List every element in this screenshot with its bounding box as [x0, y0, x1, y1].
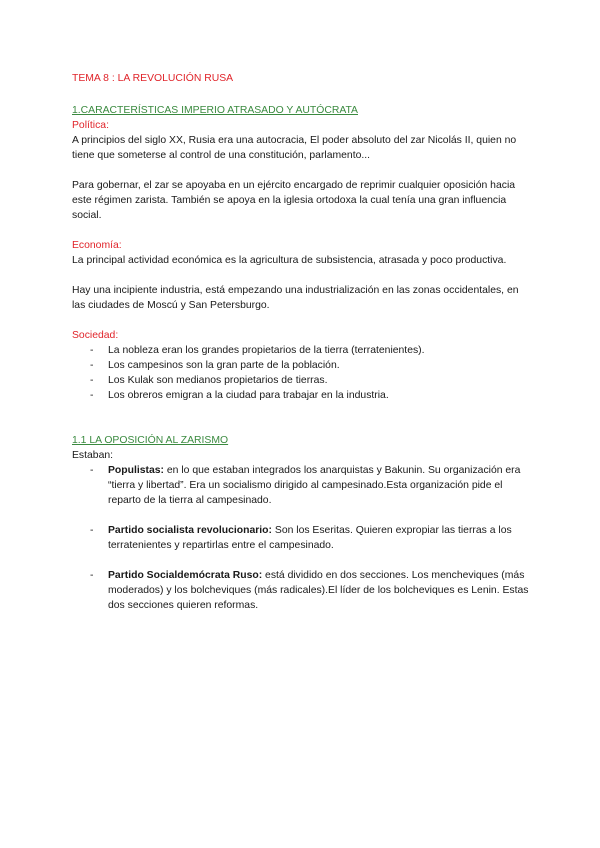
paragraph-politica-2: Para gobernar, el zar se apoyaba en un ejército encargado de reprimir cualquier oposición hacia este régimen zarista. También se apoya en la iglesia ortodoxa la cual tenía una gran influencia social. — [72, 180, 516, 221]
bullet-dash: - — [90, 570, 94, 581]
paragraph-economia-1: La principal actividad económica es la agricultura de subsistencia, atrasada y poco productiva. — [72, 255, 507, 266]
document-title: TEMA 8 : LA REVOLUCIÓN RUSA — [72, 73, 234, 84]
list-item: - Los obreros emigran a la ciudad para trabajar en la industria. — [90, 390, 389, 401]
document-content — [72, 71, 532, 628]
list-item: - La nobleza eran los grandes propietarios de la tierra (terratenientes). — [90, 345, 425, 356]
sociedad-list — [72, 343, 532, 403]
bullet-dash: - — [90, 375, 94, 386]
list-item: - Los Kulak son medianos propietarios de tierras. — [90, 375, 328, 386]
list-item: - Populistas: en lo que estaban integrados los anarquistas y Bakunin. Su organización era “tierra y libertad”. Era un socialismo dirigido al campesinado.Esta organización pide el reparto de la tierra al campesinado. — [90, 465, 521, 506]
section-heading-oposicion: 1.1 LA OPOSICIÓN AL ZARISMO — [72, 435, 229, 446]
bullet-dash: - — [90, 525, 94, 536]
term-populistas: Populistas: — [108, 465, 165, 476]
list-item: - Partido socialista revolucionario: Son los Eseritas. Quieren expropiar las tierras a los terratenientes y repartirlas entre el campesinado. — [90, 525, 512, 551]
bullet-dash: - — [90, 345, 94, 356]
oposicion-list — [72, 463, 532, 613]
paragraph-politica-1: A principios del siglo XX, Rusia era una autocracia, El poder absoluto del zar Nicolás II, quien no tiene que someterse al control de una constitución, parlamento... — [72, 135, 517, 161]
bullet-dash: - — [90, 360, 94, 371]
list-item: - Los campesinos son la gran parte de la población. — [90, 360, 340, 371]
section-heading-caracteristicas: 1.CARACTERÍSTICAS IMPERIO ATRASADO Y AUTÓCRATA — [72, 105, 358, 116]
subheading-politica: Política: — [72, 120, 109, 131]
term-partido-socialista-revolucionario: Partido socialista revolucionario: — [108, 525, 272, 536]
subheading-sociedad: Sociedad: — [72, 330, 119, 341]
subheading-economia: Economía: — [72, 240, 122, 251]
oposicion-intro: Estaban: — [72, 450, 114, 461]
list-item: - Partido Socialdemócrata Ruso: está dividido en dos secciones. Los mencheviques (más moderados) y los bolcheviques (más radicales).El líder de los bolcheviques es Lenin. Estas dos secciones quieren reformas. — [90, 570, 529, 611]
term-partido-socialdemocrata-ruso: Partido Socialdemócrata Ruso: — [108, 570, 263, 581]
paragraph-economia-2: Hay una incipiente industria, está empezando una industrialización en las zonas occidentales, en las ciudades de Moscú y San Petersburgo. — [72, 285, 519, 311]
bullet-dash: - — [90, 390, 94, 401]
bullet-dash: - — [90, 465, 94, 476]
